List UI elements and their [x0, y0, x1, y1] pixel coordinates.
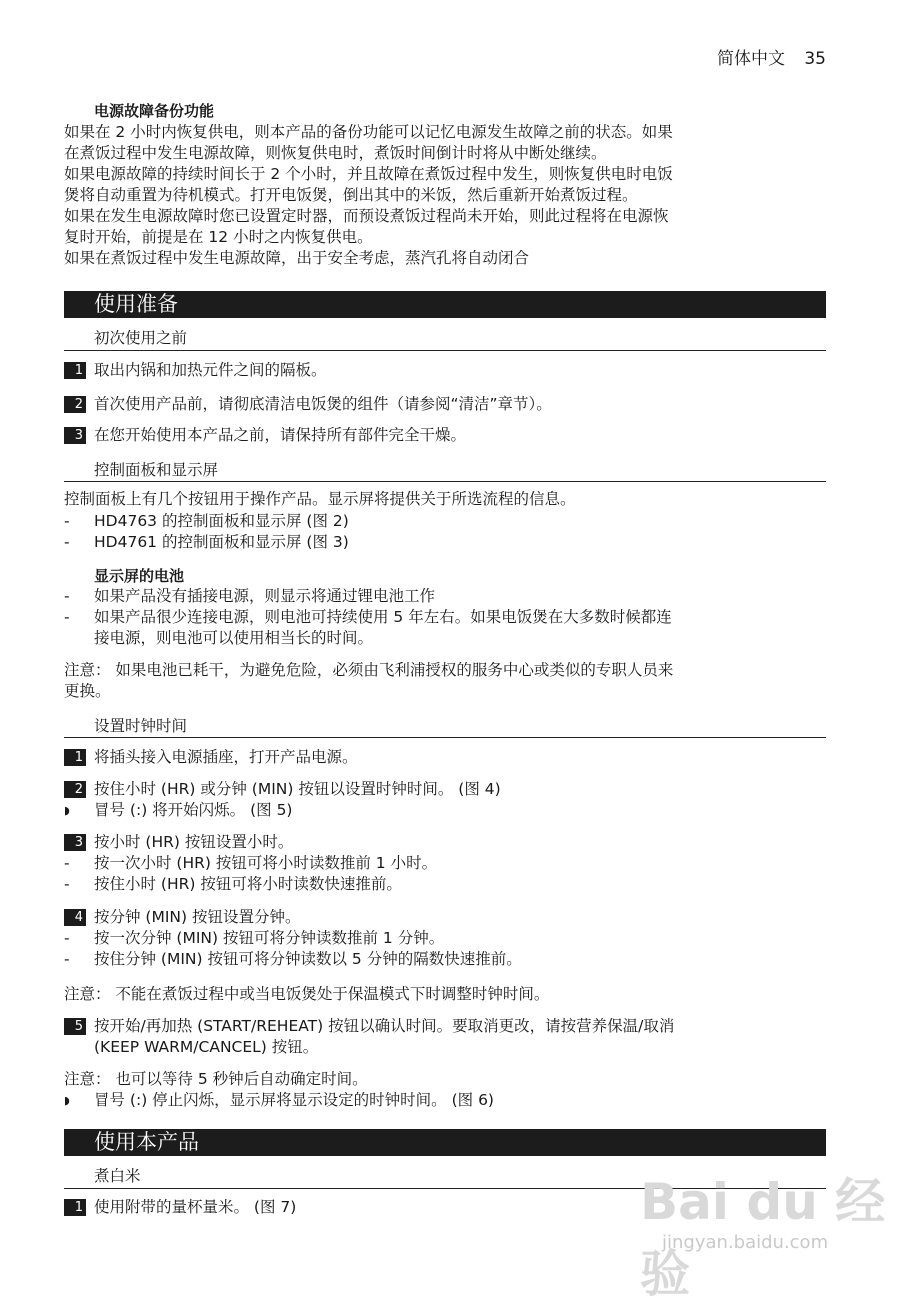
note-clock: 注意： 不能在煮饭过程中或当电饭煲处于保温模式下时调整时钟时间。 — [64, 985, 550, 1003]
bullet-text: 按住小时 (HR) 按钮可将小时读数快速推前。 — [94, 875, 402, 893]
dash-bullet: - — [64, 533, 70, 551]
watermark-logo: Bai du 经验 — [640, 1173, 886, 1303]
dash-bullet: - — [64, 950, 70, 968]
step-number: 1 — [64, 1199, 86, 1216]
note-battery — [64, 660, 826, 702]
backup-line: 如果在 2 小时内恢复供电，则本产品的备份功能可以记忆电源发生故障之前的状态。如果 — [64, 123, 673, 141]
bullet-text — [94, 607, 672, 649]
backup-line: 在煮饭过程中发生电源故障，则恢复供电时，煮饭时间倒计时将从中断处继续。 — [64, 144, 607, 162]
step-text: 首次使用产品前，请彻底清洁电饭煲的组件（请参阅“清洁”章节）。 — [94, 395, 552, 413]
step-number: 3 — [64, 427, 86, 444]
backup-line: 如果在煮饭过程中发生电源故障，出于安全考虑，蒸汽孔将自动闭合 — [64, 249, 530, 267]
bullet-text: 按一次小时 (HR) 按钮可将小时读数推前 1 小时。 — [94, 854, 438, 872]
backup-line: 复时开始，前提是在 12 小时之内恢复供电。 — [64, 228, 373, 246]
watermark-url: jingyan.baidu.com — [662, 1232, 829, 1253]
step-text — [94, 1016, 674, 1058]
step-number: 2 — [64, 781, 86, 798]
subheading-clock — [64, 714, 826, 738]
control-panel-title: 控制面板和显示屏 — [94, 461, 219, 479]
step-text: 将插头接入电源插座，打开产品电源。 — [94, 748, 358, 766]
subheading-control-panel — [64, 458, 826, 482]
sub-bullet — [64, 928, 826, 949]
panel-bullet — [64, 511, 826, 532]
step-number: 3 — [64, 834, 86, 851]
bullet-line: 接电源，则电池可以使用相当长的时间。 — [94, 629, 374, 647]
step-item — [64, 779, 826, 800]
step-number: 5 — [64, 1018, 86, 1035]
subheading-before-first-use — [64, 326, 826, 351]
white-rice-title: 煮白米 — [94, 1167, 141, 1185]
sub-bullet — [64, 949, 826, 970]
step-item — [64, 907, 826, 928]
bullet-line: 如果产品很少连接电源，则电池可持续使用 5 年左右。如果电饭煲在大多数时候都连 — [94, 608, 672, 626]
bullet-text: HD4761 的控制面板和显示屏 (图 3) — [94, 533, 349, 551]
dash-bullet: - — [64, 929, 70, 947]
step-item — [64, 1016, 826, 1058]
step-item — [64, 747, 826, 768]
bullet-text: HD4763 的控制面板和显示屏 (图 2) — [94, 512, 349, 530]
section-band-use: 使用本产品 — [64, 1129, 826, 1156]
control-panel-text: 控制面板上有几个按钮用于操作产品。显示屏将提供关于所选流程的信息。 — [64, 490, 576, 508]
step-line: 按开始/再加热 (START/REHEAT) 按钮以确认时间。要取消更改，请按营养保温/取消 — [94, 1017, 675, 1035]
bullet-text: 按住分钟 (MIN) 按钮可将分钟读数以 5 分钟的隔数快速推前。 — [94, 950, 522, 968]
step-text: 按分钟 (MIN) 按钮设置分钟。 — [94, 908, 301, 926]
step-item — [64, 425, 826, 446]
backup-line: 煲将自动重置为待机模式。打开电饭煲，倒出其中的米饭，然后重新开始煮饭过程。 — [64, 186, 638, 204]
bullet-text: 按一次分钟 (MIN) 按钮可将分钟读数推前 1 分钟。 — [94, 929, 445, 947]
step-item — [64, 394, 826, 415]
sub-bullet — [64, 874, 826, 895]
sub-bullet — [64, 853, 826, 874]
dash-bullet: - — [64, 875, 70, 893]
result-arrow-icon: ◗ — [64, 1094, 70, 1107]
dash-bullet: - — [64, 512, 70, 530]
panel-bullet — [64, 532, 826, 553]
backup-line: 如果在发生电源故障时您已设置定时器，而预设煮饭过程尚未开始，则此过程将在电源恢 — [64, 207, 669, 225]
bullet-text: 如果产品没有插接电源，则显示将通过锂电池工作 — [94, 587, 436, 605]
page-header — [717, 44, 826, 69]
result-text: 冒号 (:) 将开始闪烁。 (图 5) — [94, 801, 293, 819]
battery-bullet — [64, 607, 826, 649]
result-arrow-icon: ◗ — [64, 804, 70, 817]
dash-bullet: - — [64, 608, 70, 626]
section-band-prep: 使用准备 — [64, 291, 826, 318]
baidu-watermark — [640, 1140, 890, 1303]
note-line: 注意： 如果电池已耗干，为避免危险，必须由飞利浦授权的服务中心或类似的专职人员来 — [64, 661, 674, 679]
step-text: 按小时 (HR) 按钮设置小时。 — [94, 833, 294, 851]
step-text: 按住小时 (HR) 或分钟 (MIN) 按钮以设置时钟时间。 (图 4) — [94, 780, 501, 798]
before-first-use-title: 初次使用之前 — [94, 329, 188, 347]
result-item — [64, 800, 826, 821]
step-item — [64, 832, 826, 853]
clock-title: 设置时钟时间 — [94, 717, 188, 735]
backup-title: 电源故障备份功能 — [94, 102, 215, 120]
battery-title: 显示屏的电池 — [94, 567, 185, 585]
step-number: 2 — [64, 396, 86, 413]
dash-bullet: - — [64, 587, 70, 605]
step-line: (KEEP WARM/CANCEL) 按钮。 — [94, 1038, 319, 1056]
result-item — [64, 1090, 826, 1111]
step-number: 1 — [64, 749, 86, 766]
step-number: 1 — [64, 362, 86, 379]
step-text: 使用附带的量杯量米。 (图 7) — [94, 1198, 297, 1216]
step-text: 在您开始使用本产品之前，请保持所有部件完全干燥。 — [94, 426, 467, 444]
backup-paragraph — [64, 122, 826, 269]
step-item — [64, 360, 826, 381]
language-label: 简体中文 — [716, 49, 785, 69]
step-text: 取出内锅和加热元件之间的隔板。 — [94, 361, 327, 379]
result-text: 冒号 (:) 停止闪烁，显示屏将显示设定的时钟时间。 (图 6) — [94, 1091, 494, 1109]
page-number: 35 — [804, 49, 826, 69]
step-number: 4 — [64, 909, 86, 926]
note-line: 更换。 — [64, 682, 111, 700]
note-wait: 注意： 也可以等待 5 秒钟后自动确定时间。 — [64, 1070, 368, 1088]
backup-line: 如果电源故障的持续时间长于 2 个小时，并且故障在煮饭过程中发生，则恢复供电时电饭 — [64, 165, 673, 183]
dash-bullet: - — [64, 854, 70, 872]
battery-bullet — [64, 586, 826, 607]
